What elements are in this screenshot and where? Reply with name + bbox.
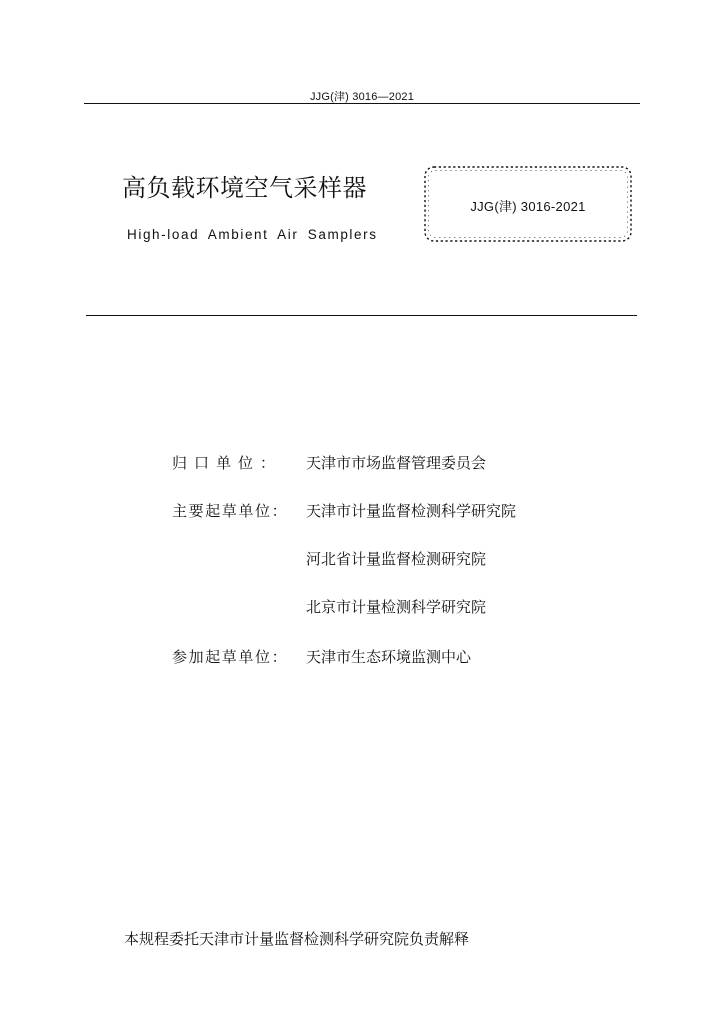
main-drafter-row (0, 500, 724, 524)
participating-drafter-value: 天津市生态环境监测中心 (306, 648, 472, 666)
participating-drafter-row (0, 646, 724, 670)
title-english: High-load Ambient Air Samplers (127, 227, 378, 242)
main-drafter-value: 北京市计量检测科学研究院 (306, 598, 487, 616)
section-rule (86, 315, 637, 316)
title-chinese: 高负载环境空气采样器 (122, 174, 367, 202)
standard-code-box (422, 164, 634, 244)
interpretation-note: 本规程委托天津市计量监督检测科学研究院负责解释 (124, 930, 470, 948)
participating-drafter-label: 参加起草单位： (172, 648, 289, 666)
main-drafter-value: 天津市计量监督检测科学研究院 (306, 502, 517, 520)
responsible-unit-row (0, 452, 724, 476)
header-standard-code: JJG(津) 3016—2021 (309, 91, 415, 103)
header-rule (84, 103, 640, 104)
standard-code-box-text: JJG(津) 3016-2021 (470, 199, 586, 214)
main-drafter-label: 主要起草单位： (172, 502, 289, 520)
main-drafter-row (0, 596, 724, 620)
responsible-unit-value: 天津市市场监督管理委员会 (306, 454, 487, 472)
responsible-unit-label: 归口单位： (172, 454, 283, 472)
main-drafter-row (0, 548, 724, 572)
main-drafter-value: 河北省计量监督检测研究院 (306, 550, 487, 568)
